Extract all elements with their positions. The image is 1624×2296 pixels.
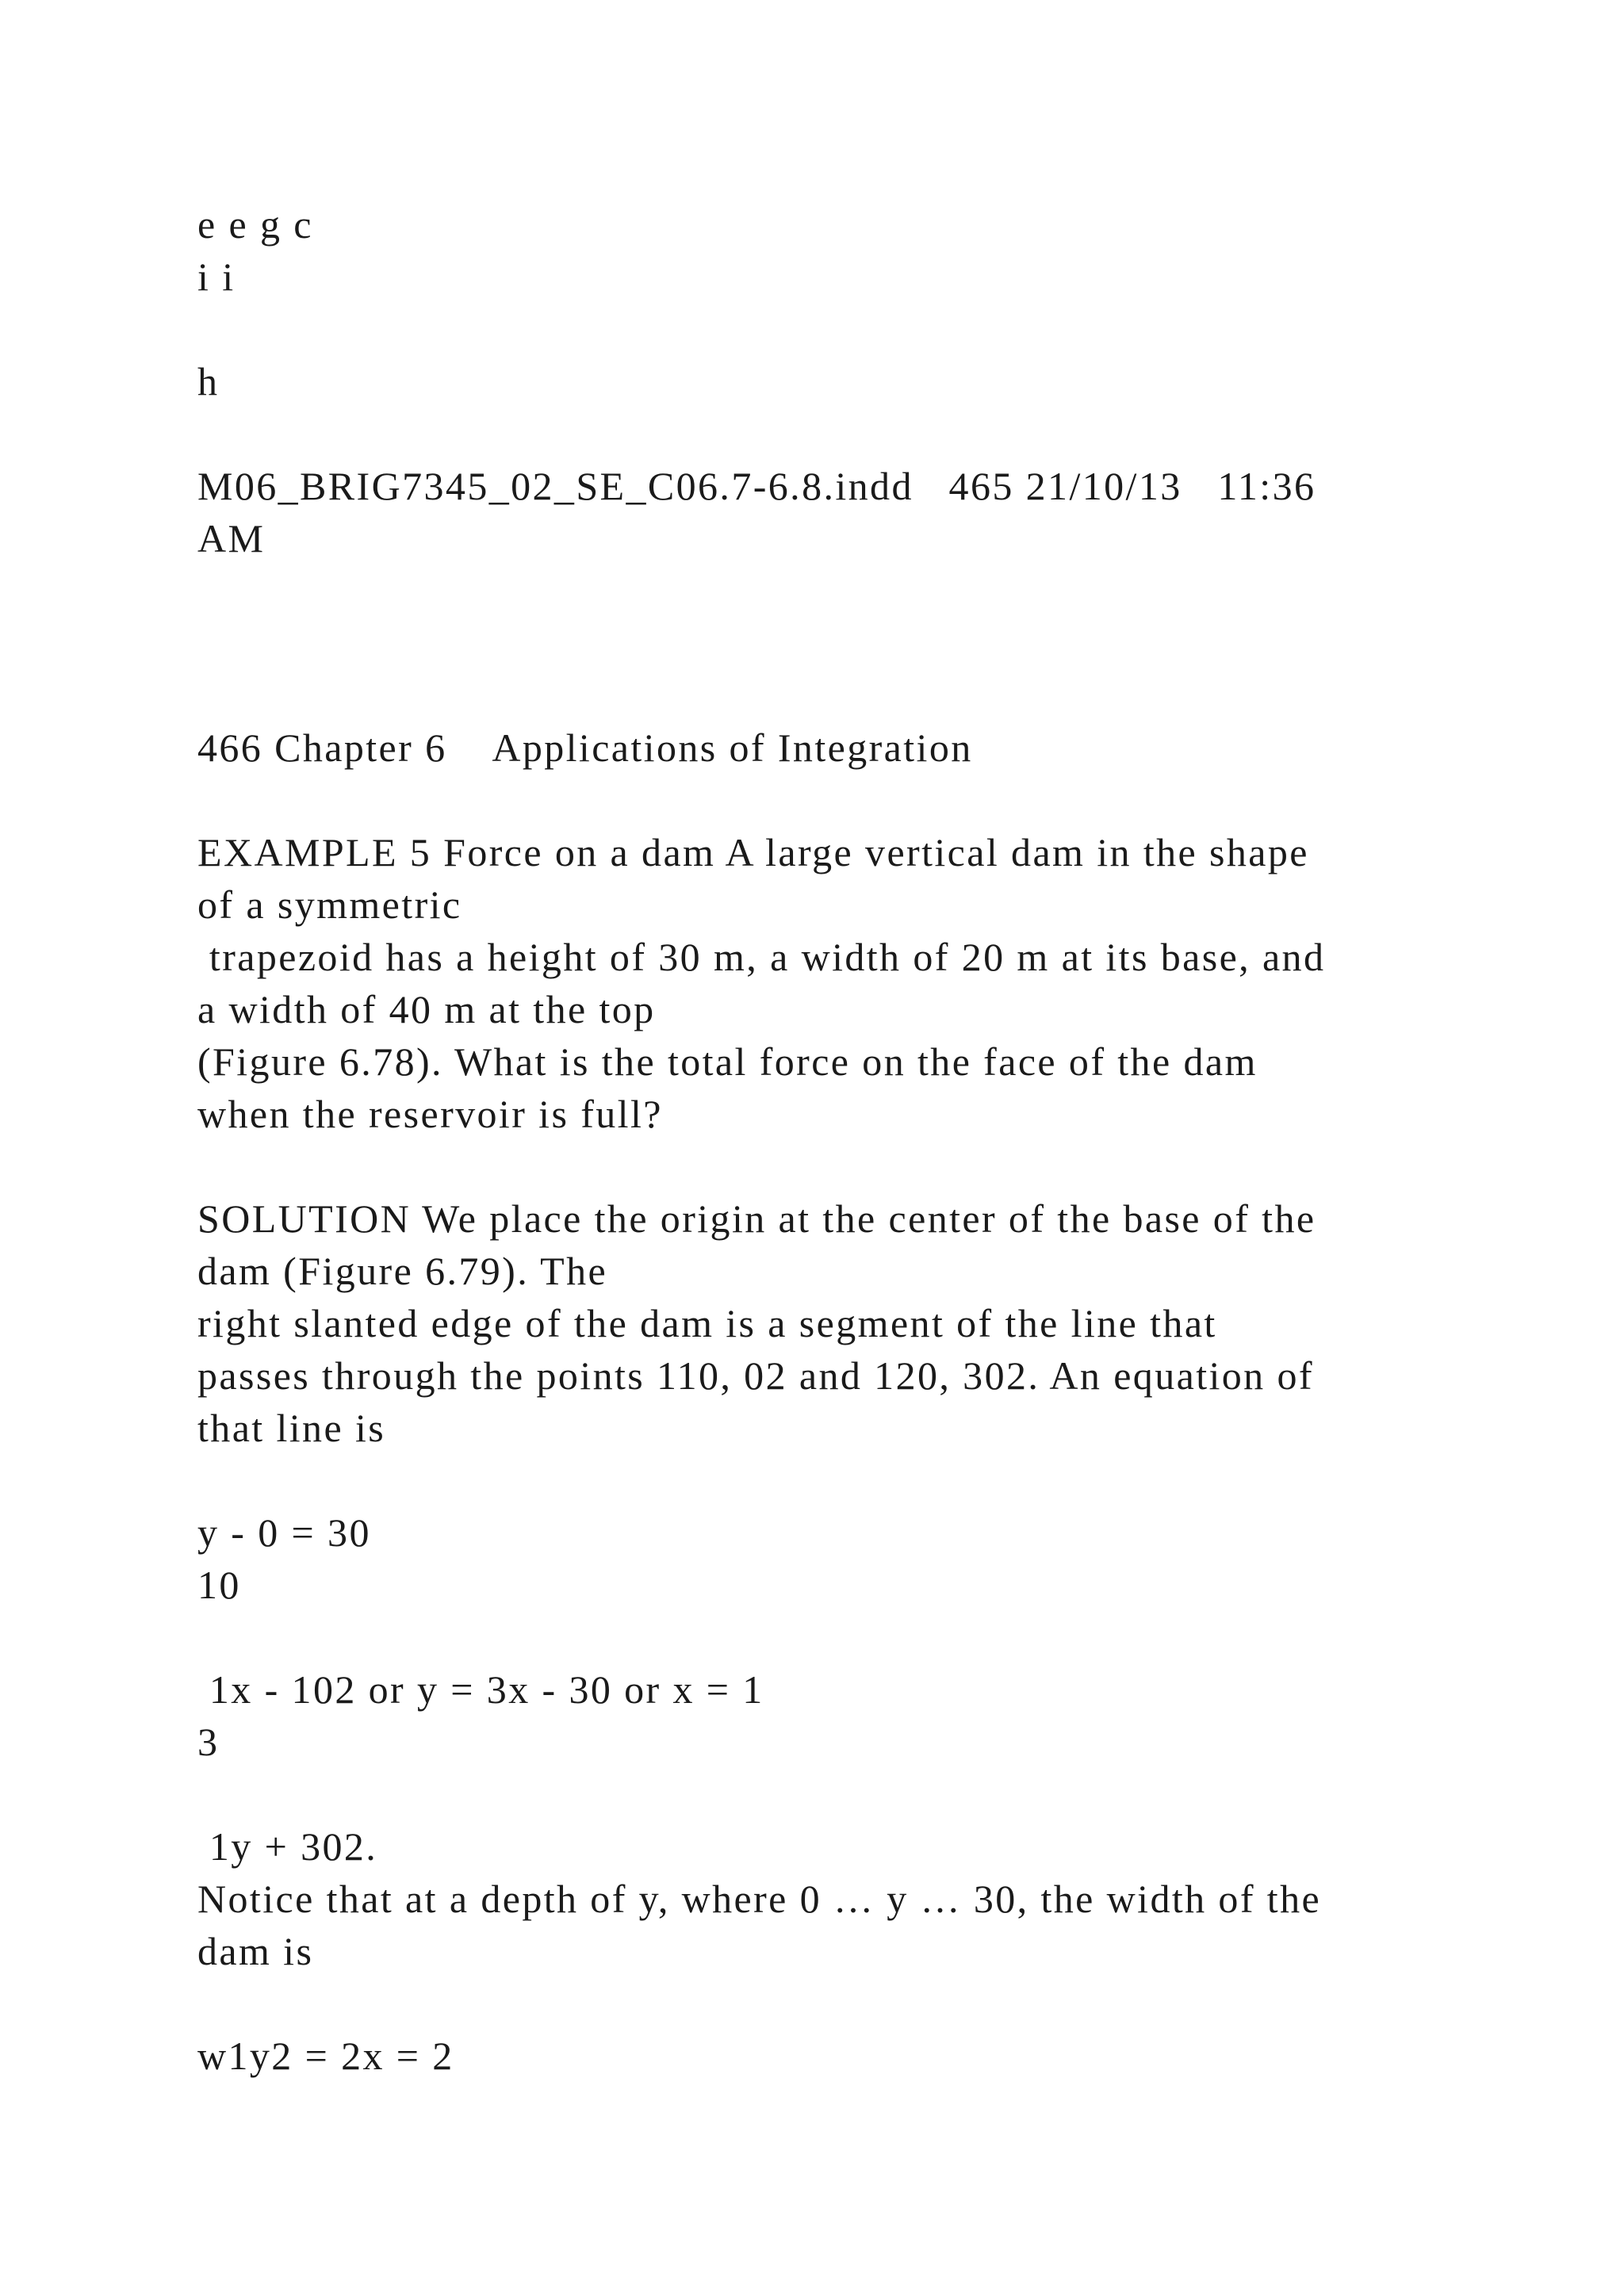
example-text-line-6: when the reservoir is full? xyxy=(197,1092,663,1136)
equation-line-4: 3 xyxy=(197,1720,220,1764)
solution-text-line-4: passes through the points 110, 02 and 120, 302. An equation of xyxy=(197,1353,1314,1398)
equation-line-2: 10 xyxy=(197,1563,241,1607)
example-text-line-2: of a symmetric xyxy=(197,882,462,927)
equation-line-5: 1y + 302. xyxy=(197,1824,378,1869)
solution-text-line-3: right slanted edge of the dam is a segment of the line that xyxy=(197,1301,1217,1345)
solution-text-line-2: dam (Figure 6.79). The xyxy=(197,1249,608,1293)
print-slug-line-continued: AM xyxy=(197,516,266,561)
header-fragment-line-2: i i xyxy=(197,254,236,299)
example-text-line-1: EXAMPLE 5 Force on a dam A large vertical dam in the shape xyxy=(197,830,1309,874)
equation-line-1: y - 0 = 30 xyxy=(197,1510,371,1555)
body-text-line-1: Notice that at a depth of y, where 0 … y … 30, the width of the xyxy=(197,1877,1322,1921)
solution-text-line-5: that line is xyxy=(197,1406,386,1450)
print-slug-line: M06_BRIG7345_02_SE_C06.7-6.8.indd 465 21/10/13 11:36 xyxy=(197,464,1316,508)
equation-line-6: w1y2 = 2x = 2 xyxy=(197,2034,454,2078)
body-text-line-2: dam is xyxy=(197,1929,314,1973)
example-text-line-4: a width of 40 m at the top xyxy=(197,987,656,1031)
running-header: 466 Chapter 6 Applications of Integration xyxy=(197,725,973,770)
example-text-line-3: trapezoid has a height of 30 m, a width of 20 m at its base, and xyxy=(197,935,1326,979)
header-fragment-line-1: e e g c xyxy=(197,202,313,247)
example-text-line-5: (Figure 6.78). What is the total force on the face of the dam xyxy=(197,1039,1258,1084)
solution-text-line-1: SOLUTION We place the origin at the center of the base of the xyxy=(197,1196,1316,1241)
equation-line-3: 1x - 102 or y = 3x - 30 or x = 1 xyxy=(197,1667,764,1712)
header-fragment-line-3: h xyxy=(197,359,220,404)
